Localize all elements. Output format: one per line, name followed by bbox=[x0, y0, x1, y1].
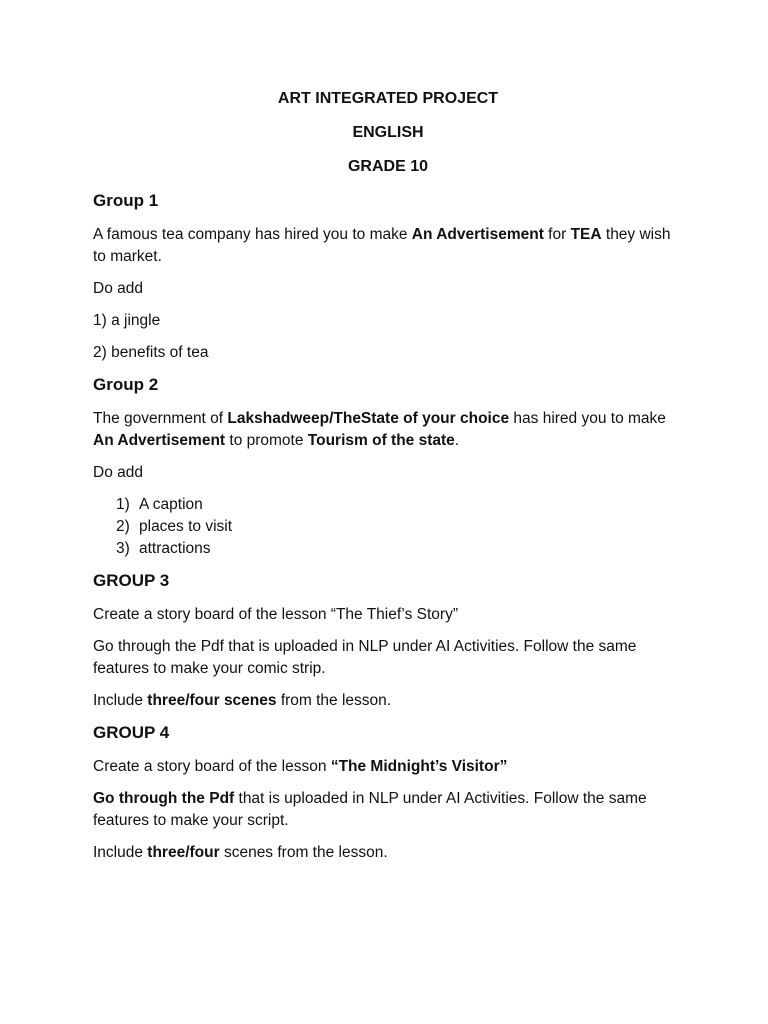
list-number: 3) bbox=[116, 540, 130, 557]
group3-line1: Create a story board of the lesson “The Thief’s Story” bbox=[93, 606, 458, 623]
bold-run: three/four bbox=[147, 844, 220, 861]
group1-heading: Group 1 bbox=[93, 191, 159, 210]
group2-do-add: Do add bbox=[93, 464, 143, 481]
bold-run: three/four scenes bbox=[147, 692, 277, 709]
group3-heading: GROUP 3 bbox=[93, 571, 170, 590]
bold-run: Lakshadweep/TheState of your choice bbox=[227, 410, 510, 427]
group1-do-add: Do add bbox=[93, 280, 143, 297]
group4-line3 bbox=[93, 842, 683, 864]
text-run: . bbox=[454, 432, 460, 449]
list-number: 2) bbox=[116, 518, 130, 535]
list-item bbox=[93, 494, 683, 516]
group2-list bbox=[93, 494, 683, 560]
text-run: Include bbox=[93, 844, 148, 861]
group1-item: 1) a jingle bbox=[93, 312, 161, 329]
bold-run: “The Midnight’s Visitor” bbox=[330, 758, 508, 775]
group4-line1 bbox=[93, 756, 683, 778]
document-body bbox=[93, 88, 683, 874]
text-run: they wish to market. bbox=[93, 226, 671, 265]
text-run: that is uploaded in NLP under AI Activities. Follow the same features to make your script. bbox=[93, 790, 647, 829]
group3-line2: Go through the Pdf that is uploaded in NLP under AI Activities. Follow the same features to make your comic strip. bbox=[93, 638, 637, 677]
text-run: A famous tea company has hired you to make bbox=[93, 226, 412, 243]
group3-line3 bbox=[93, 690, 683, 712]
group4-heading: GROUP 4 bbox=[93, 723, 170, 742]
list-number: 1) bbox=[116, 496, 130, 513]
text-run: Include bbox=[93, 692, 148, 709]
grade-title: GRADE 10 bbox=[347, 158, 429, 175]
subject-title: ENGLISH bbox=[352, 124, 424, 141]
bold-run: TEA bbox=[570, 226, 602, 243]
group4-line2 bbox=[93, 788, 683, 832]
project-title: ART INTEGRATED PROJECT bbox=[277, 90, 499, 107]
text-run: from the lesson. bbox=[276, 692, 392, 709]
bold-run: Tourism of the state bbox=[307, 432, 455, 449]
list-text: A caption bbox=[139, 496, 203, 513]
bold-run: An Advertisement bbox=[93, 432, 226, 449]
text-run: The government of bbox=[93, 410, 228, 427]
text-run: to promote bbox=[225, 432, 308, 449]
list-item bbox=[93, 538, 683, 560]
group1-intro bbox=[93, 224, 683, 268]
text-run: for bbox=[543, 226, 571, 243]
bold-run: An Advertisement bbox=[411, 226, 544, 243]
list-item bbox=[93, 516, 683, 538]
group2-intro bbox=[93, 408, 683, 452]
group2-heading: Group 2 bbox=[93, 375, 159, 394]
text-run: has hired you to make bbox=[509, 410, 666, 427]
bold-run: Go through the Pdf bbox=[93, 790, 235, 807]
list-text: places to visit bbox=[139, 518, 233, 535]
text-run: Create a story board of the lesson bbox=[93, 758, 331, 775]
group1-item: 2) benefits of tea bbox=[93, 344, 209, 361]
list-text: attractions bbox=[139, 540, 211, 557]
text-run: scenes from the lesson. bbox=[219, 844, 388, 861]
